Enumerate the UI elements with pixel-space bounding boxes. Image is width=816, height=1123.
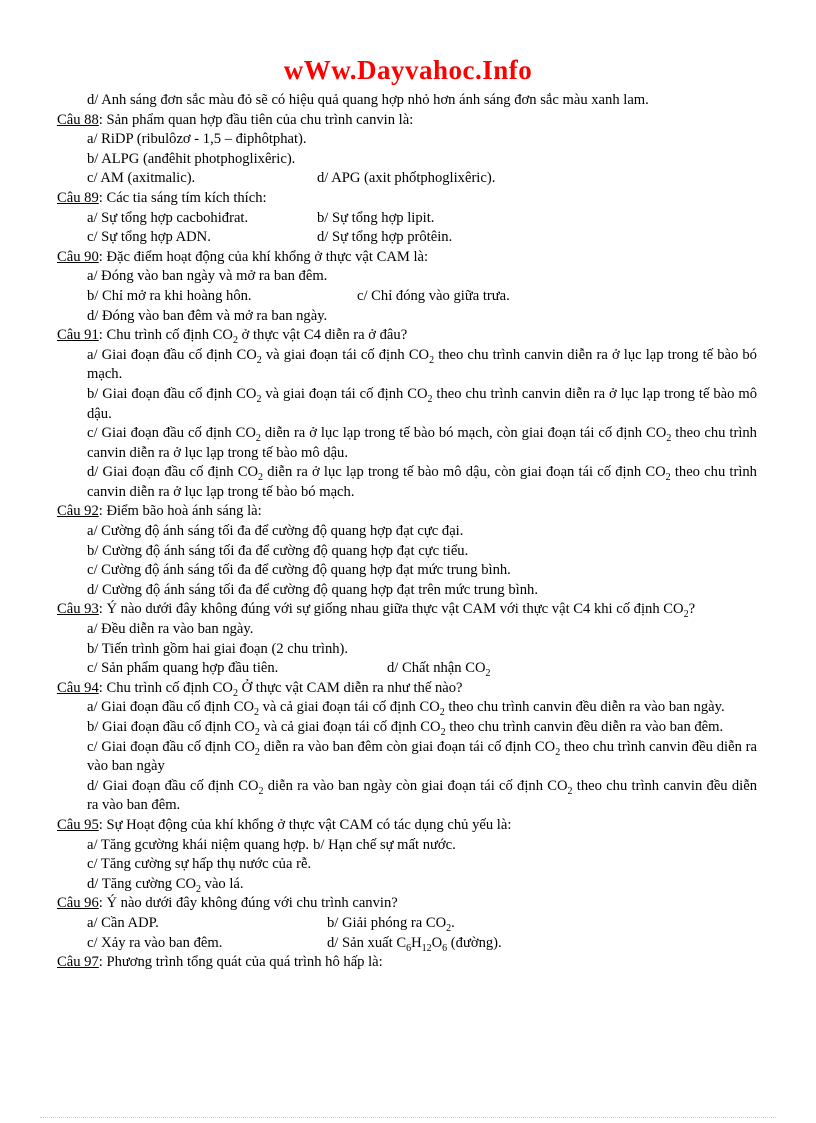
subscript: 6: [406, 942, 412, 954]
option-b: [57, 718, 757, 738]
option-text: và cả giai đoạn tái cố định CO: [259, 719, 441, 735]
option-a: a/ Đều diễn ra vào ban ngày.: [87, 621, 254, 638]
option-text: .: [451, 914, 455, 931]
option-row: [57, 836, 757, 856]
option-d: [327, 934, 757, 954]
option-c: c/ Xảy ra vào ban đêm.: [87, 934, 223, 951]
option-a: a/ Tăng gcường khái niệm quang hợp.: [87, 836, 310, 853]
question-number: Câu 89: [57, 189, 99, 206]
option-a: a/ Cần ADP.: [87, 914, 159, 931]
question-92: [57, 502, 757, 522]
question-text: : Các tia sáng tím kích thích:: [98, 189, 267, 206]
question-90: [57, 248, 757, 268]
site-header[interactable]: wWw.Dayvahoc.Info: [283, 55, 533, 85]
question-88: [57, 111, 757, 131]
option-text: diễn ra vào ban ngày còn giai đoạn tái cố định CO: [263, 777, 568, 794]
option-c: [57, 738, 757, 777]
option-c: c/ Tăng cường sự hấp thụ nước của rễ.: [87, 856, 312, 873]
option-text: b/ Giai đoạn đầu cố định CO: [87, 719, 255, 735]
option-text: c/ Giai đoạn đầu cố định CO: [87, 738, 255, 755]
question-list: [57, 91, 757, 973]
option-row: [57, 209, 757, 229]
question-text: : Phương trình tổng quát của quá trình hô hấp là:: [98, 954, 383, 971]
subscript: 6: [442, 942, 448, 954]
option-d: d/ Sự tổng hợp prôtêin.: [317, 229, 453, 246]
question-94: [57, 679, 757, 699]
subscript: 2: [256, 393, 262, 405]
option-a: a/ Đóng vào ban ngày và mở ra ban đêm.: [87, 268, 328, 285]
subscript: 2: [440, 726, 446, 738]
option-text: theo chu trình canvin diễn ra ở lục lạp trong tế bào mô dậu.: [87, 385, 757, 422]
option-text: theo chu trình canvin diễn ra ở lục lạp trong tế bào mô dậu.: [87, 425, 757, 461]
option-text: theo chu trình canvin đều diễn ra vào ban đêm.: [445, 719, 724, 735]
option-row: [57, 914, 757, 934]
option-text: d/ Sản xuất C: [327, 934, 407, 951]
intro-option-d: d/ Anh sáng đơn sắc màu đỏ sẽ có hiệu quả quang hợp nhỏ hơn ánh sáng đơn sắc màu xanh lam.: [87, 92, 649, 108]
option-d: [57, 463, 757, 502]
subscript: 2: [429, 354, 435, 366]
option-row: [57, 228, 757, 248]
question-text: : Chu trình cố định CO: [98, 327, 233, 344]
question-text: ?: [688, 601, 696, 618]
question-number: Câu 96: [57, 895, 99, 912]
question-91: [57, 326, 757, 346]
option-text: diễn ra ở lục lạp trong tế bào bó mạch, còn giai đoạn tái cố định CO: [260, 425, 667, 442]
option-a: [57, 698, 757, 718]
option-b: b/ Chỉ mở ra khi hoàng hôn.: [87, 287, 252, 304]
subscript: 2: [258, 472, 264, 484]
option-text: b/ Giải phóng ra CO: [327, 914, 447, 931]
subscript: 2: [232, 335, 238, 347]
option-text: d/ Chất nhận CO: [387, 660, 486, 677]
question-text: : Ý nào dưới đây không đúng với chu trình canvin?: [98, 895, 398, 912]
question-text: ở thực vật C4 diễn ra ở đâu?: [237, 327, 408, 344]
subscript: 2: [258, 785, 264, 797]
option-a: a/ Cường độ ánh sáng tối đa để cường độ quang hợp đạt cực đại.: [87, 523, 464, 540]
option-d: [57, 875, 757, 895]
question-97: [57, 953, 757, 973]
question-96: [57, 894, 757, 914]
option-b: b/ ALPG (anđêhit photphoglixêric).: [87, 150, 296, 167]
subscript: 2: [196, 883, 201, 895]
question-text: : Chu trình cố định CO: [98, 679, 233, 696]
subscript: 2: [666, 433, 672, 444]
option-text: a/ Giai đoạn đầu cố định CO: [87, 346, 257, 363]
question-text: Ở thực vật CAM diễn ra như thế nào?: [237, 679, 463, 696]
question-number: Câu 91: [57, 327, 99, 344]
question-93: [57, 600, 757, 620]
page-bottom-divider: [40, 1117, 776, 1118]
option-b: [327, 914, 757, 934]
question-text: : Điểm bão hoà ánh sáng là:: [98, 503, 262, 520]
subscript: 2: [439, 707, 445, 719]
option-d: [387, 659, 757, 679]
option-text: theo chu trình canvin đều diễn ra vào ban ngày.: [444, 699, 725, 716]
option-a: a/ RiDP (ribulôzơ - 1,5 – điphôtphat).: [87, 131, 307, 148]
option-text: d/ Tăng cường CO: [87, 875, 196, 892]
question-number: Câu 94: [57, 679, 99, 696]
option-text: (đường).: [447, 934, 502, 951]
question-text: : Sản phẩm quan hợp đầu tiên của chu trình canvin là:: [98, 111, 414, 128]
option-c: c/ Sự tổng hợp ADN.: [87, 229, 211, 246]
question-89: [57, 189, 757, 209]
option-d: d/ Cường độ ánh sáng tối đa để cường độ quang hợp đạt trên mức trung bình.: [87, 581, 538, 598]
question-text: : Đặc điểm hoạt động của khí khổng ở thực vật CAM là:: [98, 248, 429, 265]
option-text: c/ Giai đoạn đầu cố định CO: [87, 425, 256, 442]
option-text: d/ Giai đoạn đầu cố định CO: [87, 464, 259, 481]
option-a: a/ Sự tổng hợp cacbohiđrat.: [87, 209, 249, 226]
subscript: 2: [683, 609, 689, 621]
subscript: 2: [485, 668, 491, 680]
subscript: 2: [665, 472, 671, 484]
option-text: theo chu trình canvin diễn ra ở lục lạp trong tế bào bó mạch.: [87, 346, 757, 383]
subscript: 2: [555, 746, 561, 758]
option-d: d/ Đóng vào ban đêm và mở ra ban ngày.: [87, 307, 328, 324]
option-text: theo chu trình canvin đều diễn ra vào ban ngày: [87, 738, 758, 775]
option-c: c/ Chỉ đóng vào giữa trưa.: [357, 287, 510, 304]
question-number: Câu 95: [57, 816, 99, 833]
option-b: b/ Hạn chế sự mất nước.: [313, 836, 456, 853]
option-b: b/ Sự tổng hợp lipit.: [317, 209, 435, 226]
option-d: [57, 777, 757, 816]
question-text: : Sự Hoạt động của khí khổng ở thực vật CAM có tác dụng chủ yếu là:: [98, 816, 512, 833]
subscript: 2: [255, 433, 261, 444]
subscript: 2: [427, 393, 433, 405]
option-b: b/ Cường độ ánh sáng tối đa để cường độ quang hợp đạt cực tiểu.: [87, 542, 469, 559]
question-number: Câu 93: [57, 601, 99, 618]
option-c: [57, 424, 757, 463]
subscript: 2: [253, 707, 259, 719]
option-row: [57, 934, 757, 954]
option-text: diễn ra vào ban đêm còn giai đoạn tái cố định CO: [259, 738, 556, 755]
option-row: [57, 287, 757, 307]
option-c: c/ Sản phẩm quang hợp đầu tiên.: [87, 660, 279, 677]
question-95: [57, 816, 757, 836]
subscript: 2: [254, 726, 260, 738]
option-text: H: [411, 934, 422, 951]
subscript: 2: [254, 746, 260, 758]
question-text: : Ý nào dưới đây không đúng với sự giống nhau giữa thực vật CAM với thực vật C4 khi cố định CO: [98, 601, 684, 618]
option-text: d/ Giai đoạn đầu cố định CO: [87, 777, 259, 794]
option-text: diễn ra ở lục lạp trong tế bào mô dậu, còn giai đoạn tái cố định CO: [263, 464, 666, 481]
option-row: [57, 169, 757, 189]
option-c: c/ AM (axitmalic).: [87, 170, 196, 187]
option-d: d/ APG (axit phốtphoglixêric).: [317, 170, 496, 187]
option-text: theo chu trình canvin diễn ra ở lục lạp trong tế bào bó mạch.: [87, 464, 757, 500]
question-number: Câu 88: [57, 111, 99, 128]
option-text: O: [431, 934, 443, 951]
subscript: 2: [232, 687, 238, 699]
option-text: và cả giai đoạn tái cố định CO: [258, 699, 440, 716]
option-text: b/ Giai đoạn đầu cố định CO: [87, 385, 257, 402]
option-text: theo chu trình canvin đều diễn ra vào ban đêm.: [87, 777, 757, 814]
option-a: [57, 346, 757, 385]
question-number: Câu 92: [57, 503, 99, 520]
question-number: Câu 90: [57, 248, 99, 265]
option-row: [57, 659, 757, 679]
option-text: a/ Giai đoạn đầu cố định CO: [87, 699, 254, 716]
option-b: [57, 385, 757, 424]
option-text: vào lá.: [201, 875, 244, 892]
subscript: 2: [256, 354, 262, 366]
option-text: và giai đoạn tái cố định CO: [261, 346, 430, 363]
option-c: c/ Cường độ ánh sáng tối đa để cường độ quang hợp đạt mức trung bình.: [87, 562, 511, 579]
subscript: 12: [421, 942, 432, 954]
option-b: b/ Tiến trình gồm hai giai đoạn (2 chu trình).: [87, 640, 349, 657]
question-number: Câu 97: [57, 954, 99, 971]
option-text: và giai đoạn tái cố định CO: [261, 385, 428, 402]
subscript: 2: [446, 922, 452, 934]
subscript: 2: [567, 785, 573, 797]
